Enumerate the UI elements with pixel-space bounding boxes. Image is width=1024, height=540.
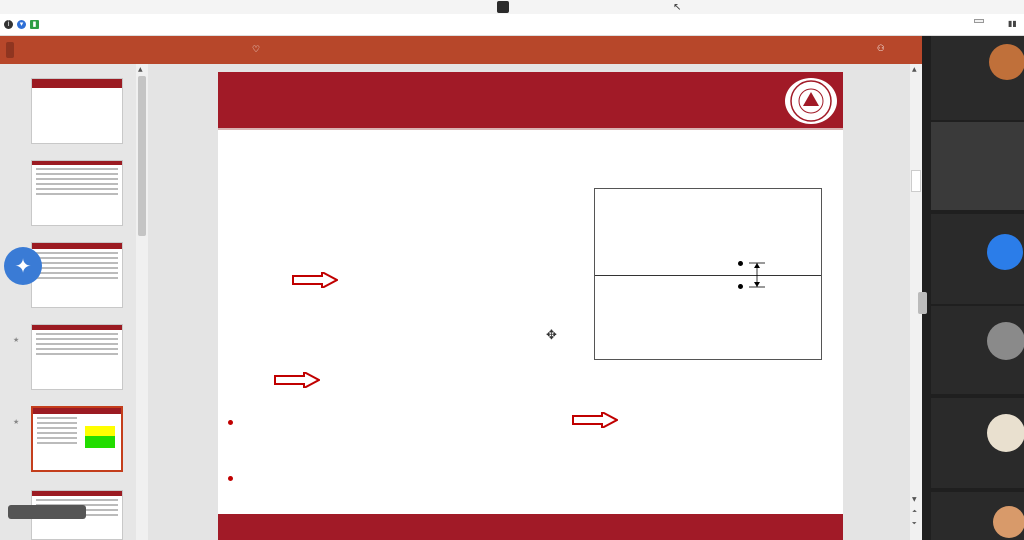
mouse-cursor-icon: ↖ xyxy=(673,2,682,13)
prev-slide-icon[interactable]: ⏶ xyxy=(912,508,917,515)
implies-arrow-icon xyxy=(274,372,320,388)
next-slide-icon[interactable]: ⏷ xyxy=(912,520,917,527)
bullet-icon xyxy=(228,476,233,481)
floating-toolbar[interactable] xyxy=(8,505,86,519)
slide-thumbnail-5[interactable] xyxy=(31,406,123,472)
panel-collapse-handle[interactable] xyxy=(918,292,927,314)
slide-thumbnail-3[interactable] xyxy=(31,242,123,308)
thumb-header xyxy=(33,408,121,414)
person-icon: ⚇ xyxy=(877,44,885,54)
scroll-up-icon[interactable]: ▲ xyxy=(912,66,917,73)
slide-thumbnail-4[interactable] xyxy=(31,324,123,390)
current-slide[interactable] xyxy=(218,72,843,540)
screen-share-strip xyxy=(0,0,1024,14)
thumb-diagram-bottom xyxy=(85,436,115,448)
ribbon-tab-bar xyxy=(0,36,922,64)
floating-assistant-icon[interactable]: ✦ xyxy=(4,247,42,285)
slide-thumbnail-2[interactable] xyxy=(31,160,123,226)
implies-arrow-icon xyxy=(572,412,618,428)
avatar xyxy=(987,414,1024,452)
thumb-title xyxy=(32,98,122,102)
scroll-up-icon[interactable]: ▲ xyxy=(138,66,143,73)
scroll-down-icon[interactable]: ▼ xyxy=(912,496,917,503)
shield-icon[interactable]: ▾ xyxy=(17,20,26,29)
move-cursor-icon: ✥ xyxy=(546,328,557,343)
thumb-header xyxy=(32,161,122,165)
pin-view-button[interactable] xyxy=(6,42,14,58)
interface-line xyxy=(595,275,821,276)
bullet-icon xyxy=(228,420,233,425)
scroll-thumb[interactable] xyxy=(138,76,146,236)
header-divider xyxy=(218,128,843,130)
media-interface-diagram xyxy=(594,188,822,360)
tray-icon[interactable]: ▮▮ xyxy=(1008,19,1017,28)
thumb-content xyxy=(32,333,122,355)
participant-tile[interactable] xyxy=(931,306,1024,394)
slide-thumbnail-1[interactable] xyxy=(31,78,123,144)
thumbnail-scrollbar[interactable] xyxy=(136,64,148,540)
participant-tile[interactable] xyxy=(931,36,1024,120)
participant-tile[interactable] xyxy=(931,214,1024,304)
participant-tile[interactable] xyxy=(931,122,1024,210)
avatar xyxy=(989,44,1024,80)
thumb-content xyxy=(33,417,81,444)
implies-arrow-icon xyxy=(292,272,338,288)
status-icons xyxy=(4,20,39,29)
avatar xyxy=(987,322,1024,360)
thumb-header xyxy=(32,243,122,249)
share-button[interactable] xyxy=(877,44,885,54)
delta-l-arrow-icon xyxy=(747,259,767,293)
point-p2 xyxy=(738,284,743,289)
scroll-thumb[interactable] xyxy=(911,170,921,192)
thumb-content xyxy=(32,252,122,279)
clock xyxy=(974,19,984,23)
ribbon-tabs xyxy=(57,36,279,64)
animation-star-icon: ★ xyxy=(13,336,20,344)
status-bar xyxy=(0,14,1024,36)
participant-tile[interactable] xyxy=(931,398,1024,488)
participant-tile[interactable] xyxy=(931,492,1024,540)
slide-footer xyxy=(218,514,843,540)
avatar xyxy=(987,234,1023,270)
medium2-region xyxy=(595,275,821,359)
thumb-header xyxy=(32,325,122,330)
university-logo xyxy=(783,76,839,126)
lightbulb-icon: ♡ xyxy=(252,45,261,55)
medium1-region xyxy=(595,189,821,275)
info-icon[interactable]: i xyxy=(4,20,13,29)
thumb-diagram-top xyxy=(85,426,115,436)
logo-emblem-icon xyxy=(785,78,837,124)
thumb-header xyxy=(32,491,122,496)
slide-header xyxy=(218,72,843,128)
signal-icon[interactable]: ▮ xyxy=(30,20,39,29)
thumb-header xyxy=(32,79,122,88)
animation-star-icon: ★ xyxy=(13,418,20,426)
screen-share-notice[interactable] xyxy=(497,1,509,13)
point-p1 xyxy=(738,261,743,266)
thumb-content xyxy=(32,168,122,195)
avatar xyxy=(993,506,1024,538)
